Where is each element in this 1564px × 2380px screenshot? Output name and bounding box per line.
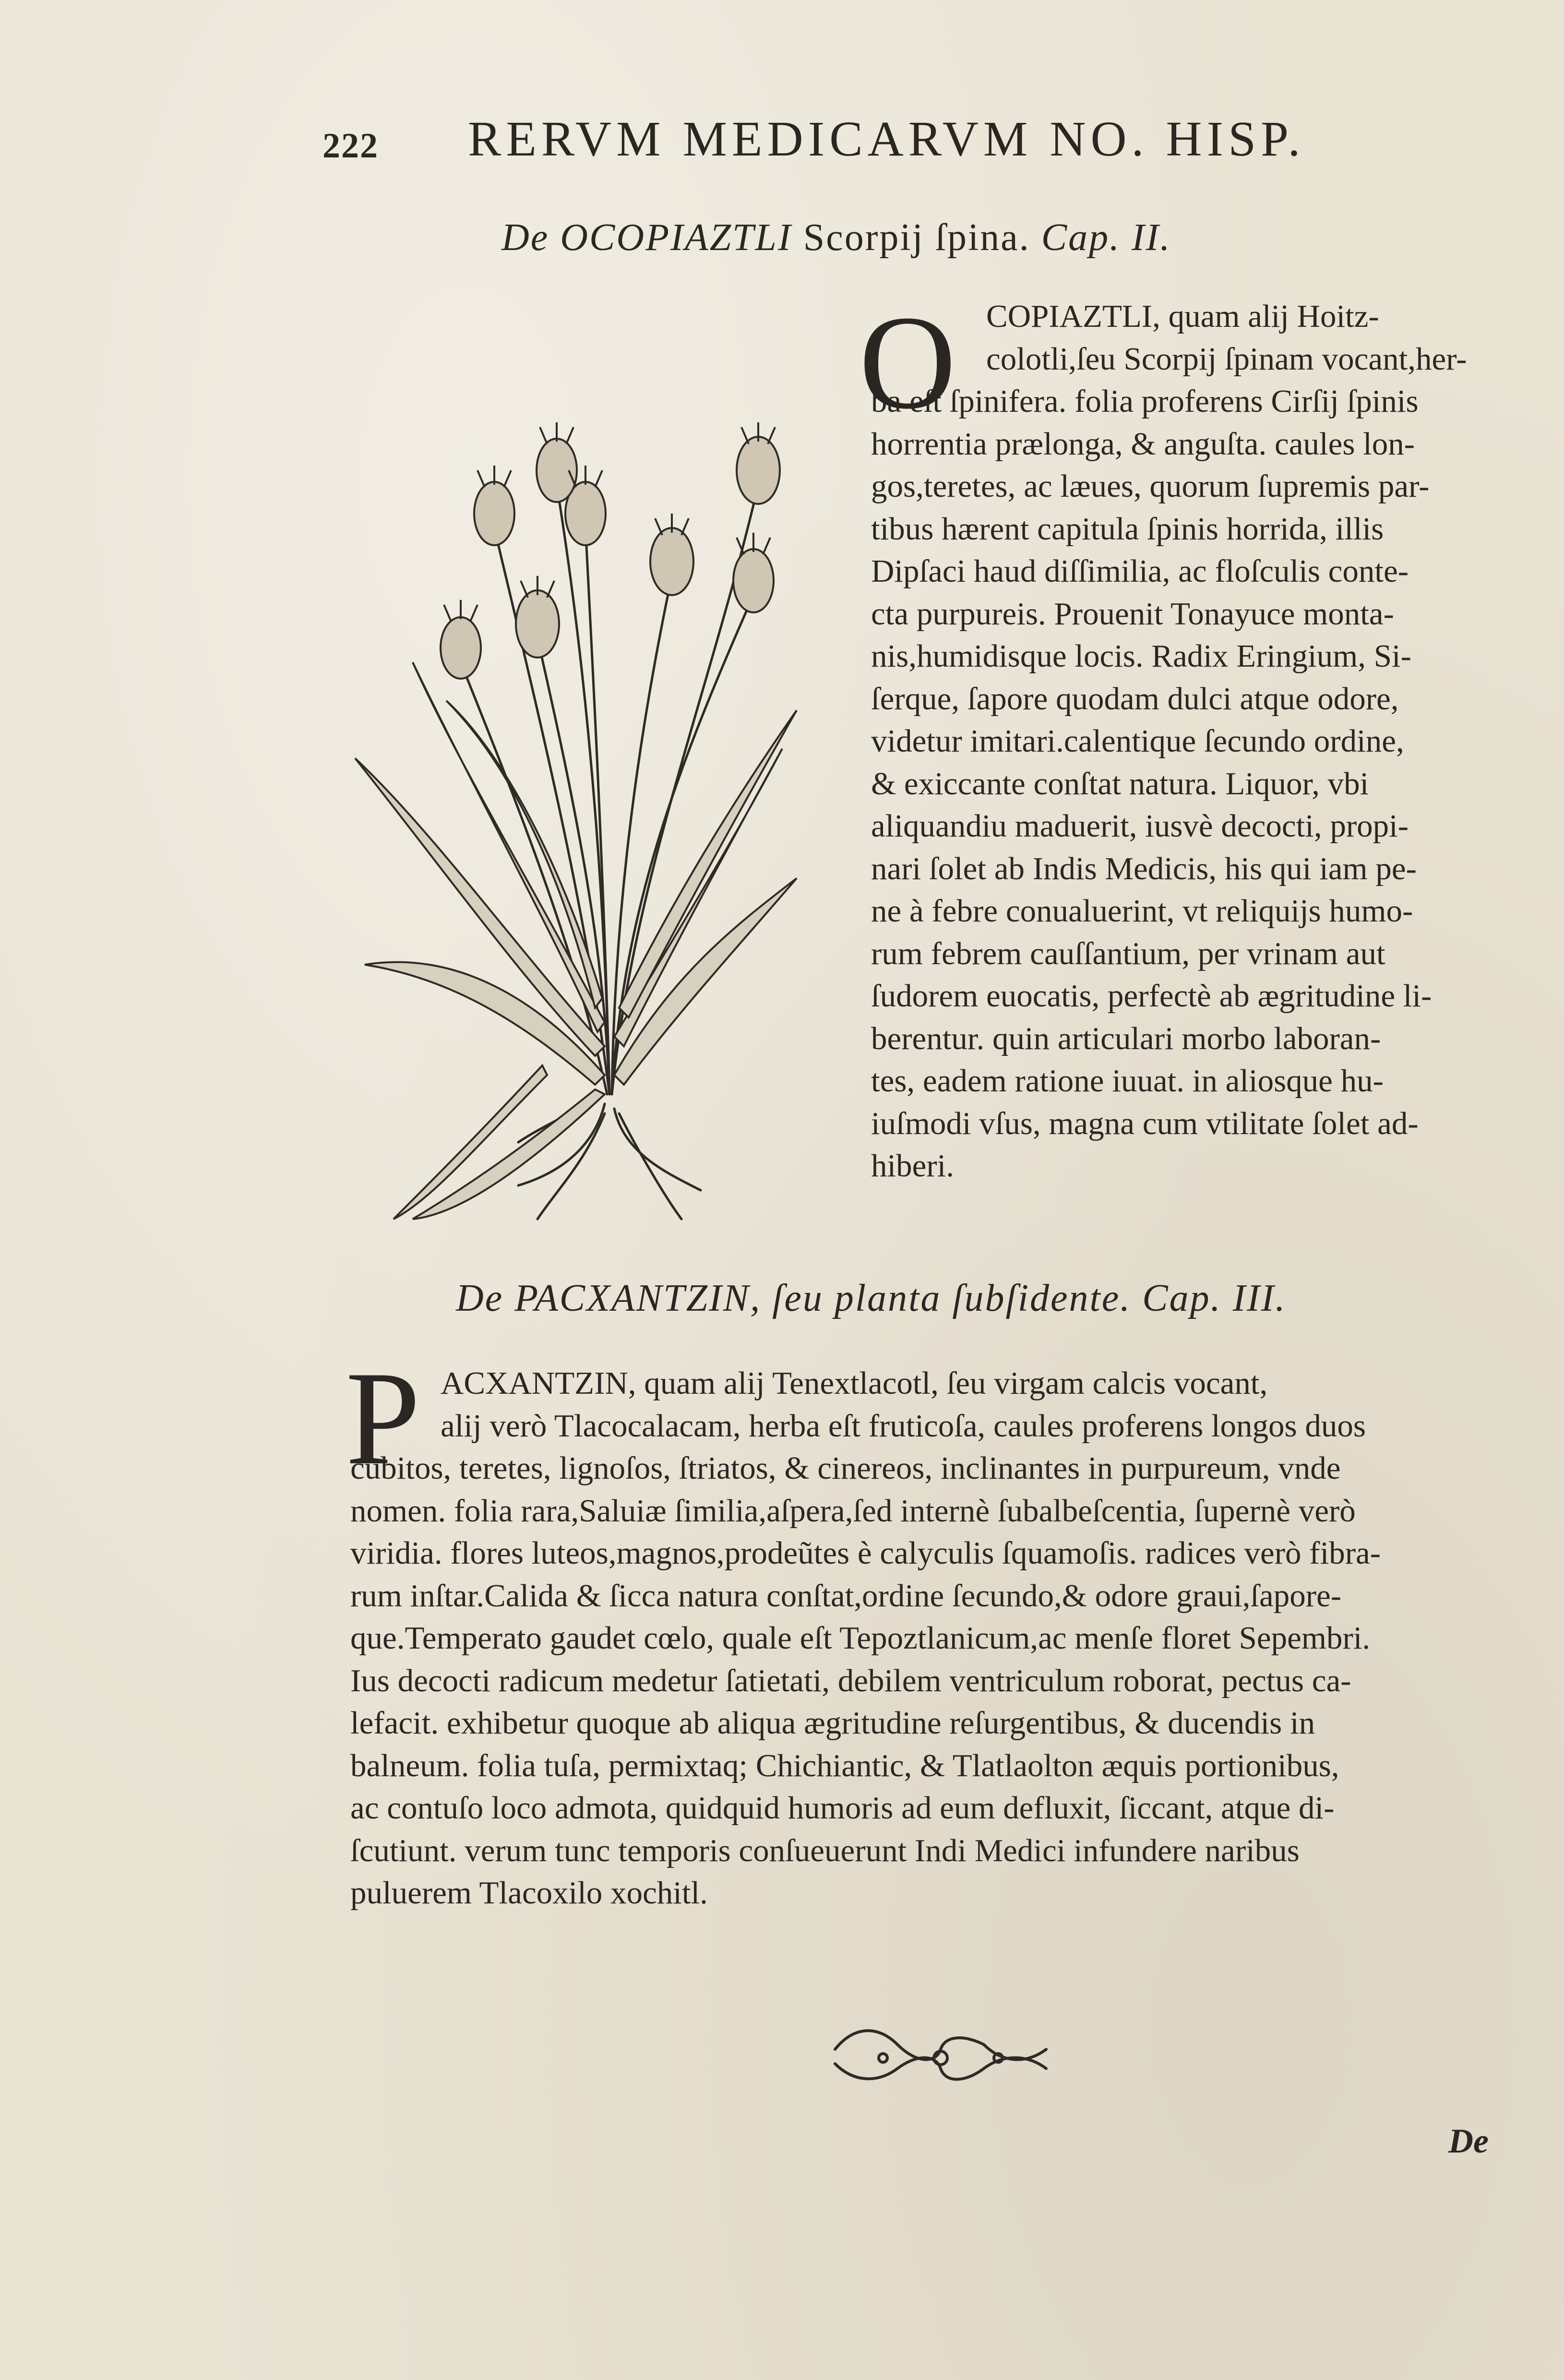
chapter-2-drop-cap: O	[859, 287, 956, 437]
text-line: lefacit. exhibetur quoque ab aliqua ægritudine reſurgentibus, & ducendis in	[350, 1705, 1315, 1741]
text-line: tibus hærent capitula ſpinis horrida, illis	[871, 511, 1384, 547]
text-line: gos,teretes, ac læues, quorum ſupremis par-	[871, 468, 1430, 504]
text-line: ſudorem euocatis, perfectè ab ægritudine li-	[871, 978, 1432, 1014]
page-number: 222	[322, 126, 379, 166]
chapter-2-text	[871, 295, 1497, 1187]
text-line: Dipſaci haud diſſimilia, ac floſculis conte-	[871, 553, 1409, 589]
chapter-3-heading-name: PACXANTZIN,	[514, 1277, 762, 1319]
text-line: nis,humidisque locis. Radix Eringium, Si-	[871, 638, 1411, 674]
text-line: aliquandiu maduerit, iusvè decocti, propi-	[871, 808, 1409, 844]
text-line: que.Temperato gaudet cœlo, quale eſt Tepoztlanicum,ac menſe floret Sepembri.	[350, 1620, 1371, 1656]
chapter-2-heading-prefix: De	[501, 216, 549, 259]
chapter-3-heading-cap: Cap. III.	[1142, 1277, 1287, 1319]
text-line: & exiccante conſtat natura. Liquor, vbi	[871, 765, 1369, 801]
text-line: hiberi.	[871, 1148, 955, 1184]
text-line: berentur. quin articulari morbo laboran-	[871, 1020, 1381, 1056]
text-line: ſcutiunt. verum tunc temporis conſueuerunt Indi Medici infundere naribus	[350, 1832, 1300, 1868]
text-line: nomen. folia rara,Saluiæ ſimilia,aſpera,ſed internè ſubalbeſcentia, ſupernè verò	[350, 1493, 1356, 1529]
text-line: rum febrem cauſſantium, per vrinam aut	[871, 935, 1385, 971]
printers-ornament	[825, 2021, 1056, 2088]
text-line: colotli,ſeu Scorpij ſpinam vocant,her-	[986, 341, 1467, 377]
text-line: cta purpureis. Prouenit Tonayuce monta-	[871, 596, 1394, 632]
chapter-3-drop-cap: P	[346, 1343, 420, 1493]
text-line: iuſmodi vſus, magna cum vtilitate ſolet ad-	[871, 1105, 1419, 1141]
chapter-3-heading	[456, 1277, 1287, 1320]
text-line: Ius decocti radicum medetur ſatietati, debilem ventriculum roborat, pectus ca-	[350, 1662, 1351, 1698]
chapter-2-heading-name: OCOPIAZTLI	[560, 216, 792, 259]
running-title: RERVM MEDICARVM NO. HISP.	[468, 111, 1305, 167]
text-line: ſerque, ſapore quodam dulci atque odore,	[871, 681, 1399, 717]
text-line: COPIAZTLI, quam alij Hoitz-	[986, 299, 1379, 334]
text-line: cubitos, teretes, lignoſos, ſtriatos, & cinereos, inclinantes in purpureum, vnde	[350, 1450, 1341, 1486]
text-line: balneum. folia tuſa, permixtaq; Chichiantic, & Tlatlaolton æquis portionibus,	[350, 1747, 1339, 1783]
text-line: tes, eadem ratione iuuat. in aliosque hu-	[871, 1063, 1384, 1099]
chapter-2-heading-subject: Scorpij ſpina.	[803, 216, 1030, 259]
text-line: nari ſolet ab Indis Medicis, his qui iam pe-	[871, 850, 1417, 886]
text-line: ne à febre conualuerint, vt reliquijs humo-	[871, 893, 1413, 929]
chapter-3-text	[350, 1362, 1526, 1914]
text-line: videtur imitari.calentique ſecundo ordine,	[871, 723, 1404, 759]
text-line: ac contuſo loco admota, quidquid humoris ad eum defluxit, ſiccant, atque di-	[350, 1790, 1335, 1826]
text-line: rum inſtar.Calida & ſicca natura conſtat,ordine ſecundo,& odore graui,ſapore-	[350, 1578, 1342, 1614]
chapter-3-heading-prefix: De	[456, 1277, 504, 1319]
text-line: ACXANTZIN, quam alij Tenextlacotl, ſeu virgam calcis vocant,	[441, 1365, 1268, 1401]
plant-woodcut-illustration	[336, 326, 816, 1229]
text-line: alij verò Tlacocalacam, herba eſt fruticoſa, caules proferens longos duos	[441, 1408, 1366, 1444]
chapter-3-heading-subject: ſeu planta ſubſidente.	[772, 1277, 1132, 1319]
chapter-2-heading-cap: Cap. II.	[1041, 216, 1171, 259]
text-line: horrentia prælonga, & anguſta. caules lon-	[871, 426, 1415, 462]
catchword: De	[1448, 2122, 1489, 2160]
chapter-2-heading	[501, 216, 1171, 260]
text-line: viridia. flores luteos,magnos,prodeũtes è calyculis ſquamoſis. radices verò fibra-	[350, 1535, 1381, 1571]
text-line: puluerem Tlacoxilo xochitl.	[350, 1875, 708, 1911]
text-line: ba eſt ſpinifera. folia proferens Cirſij ſpinis	[871, 383, 1419, 419]
